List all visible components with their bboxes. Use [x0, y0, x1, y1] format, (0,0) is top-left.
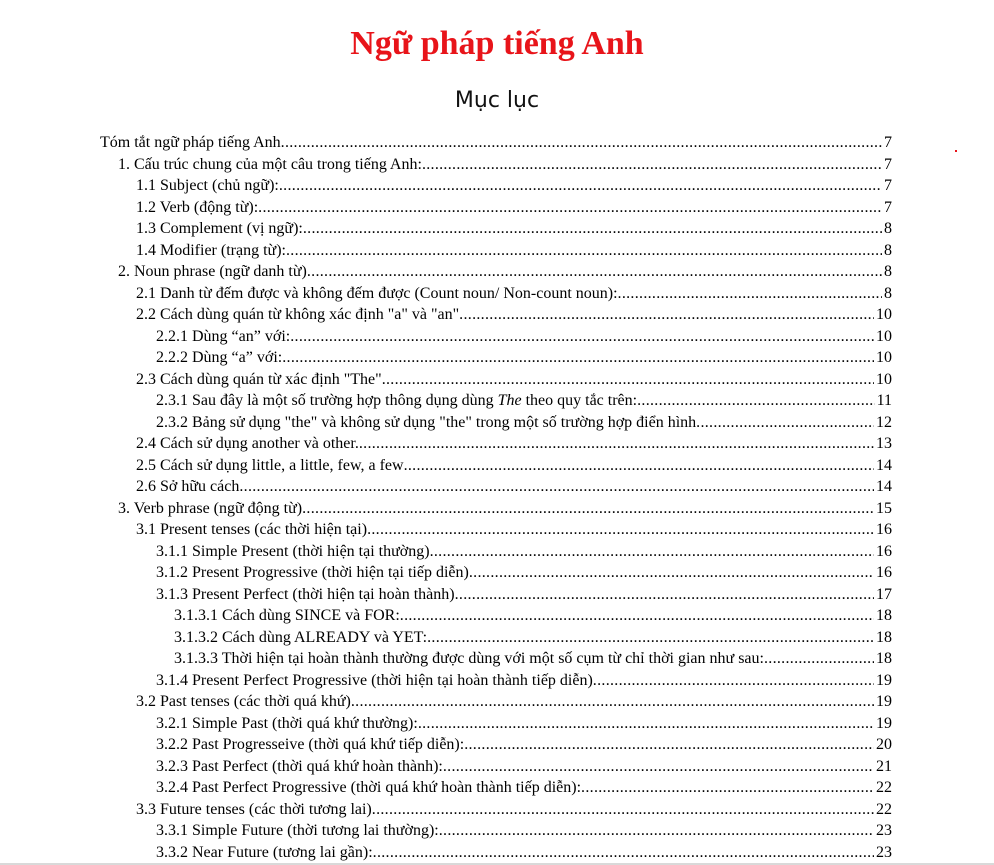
toc-page-number: 13 — [876, 435, 892, 452]
toc-entry[interactable] — [100, 672, 892, 694]
toc-entry-label — [136, 801, 372, 819]
toc-entry-text: 1. Cấu trúc chung của một câu trong tiếng Anh: — [118, 155, 422, 173]
toc-entry-text: 3. Verb phrase (ngữ động từ) — [118, 499, 303, 517]
toc-entry-label — [136, 521, 367, 539]
dot-leader — [290, 328, 874, 346]
toc-entry-text: 1.1 Subject (chủ ngữ): — [136, 177, 279, 194]
toc-entry-text: Tóm tắt ngữ pháp tiếng Anh — [100, 134, 281, 151]
toc-entry-text: 1.2 Verb (động từ): — [136, 198, 259, 216]
red-mark — [955, 150, 957, 152]
toc-entry[interactable] — [100, 392, 892, 414]
toc-page-number: 7 — [884, 155, 892, 173]
dot-leader — [239, 478, 874, 496]
toc-entry[interactable] — [100, 500, 892, 522]
toc-entry[interactable] — [100, 263, 892, 285]
toc-entry-text: 2.2 Cách dùng quán từ không xác định "a" và "an" — [136, 306, 460, 323]
dot-leader — [464, 736, 874, 754]
toc-entry[interactable] — [100, 693, 892, 715]
toc-entry[interactable] — [100, 435, 892, 457]
toc-page-number: 23 — [876, 822, 892, 839]
toc-page-number: 19 — [876, 714, 892, 732]
dot-leader — [404, 457, 874, 475]
toc-entry[interactable] — [100, 715, 892, 737]
toc-entry-text: 3.1.4 Present Perfect Progressive (thời hiện tại hoàn thành tiếp diễn) — [156, 671, 593, 689]
toc-entry-text: 3.2.3 Past Perfect (thời quá khứ hoàn thành): — [156, 757, 443, 775]
dot-leader — [459, 306, 874, 324]
toc-entry-text: 2.1 Danh từ đếm được và không đếm được (Count noun/ Non-count noun): — [136, 284, 618, 302]
dot-leader — [400, 607, 874, 625]
toc-entry-label — [136, 371, 382, 389]
toc-page-number: 14 — [876, 478, 892, 495]
toc-page-number: 7 — [884, 177, 892, 194]
dot-leader — [373, 844, 874, 862]
toc-entry[interactable] — [100, 521, 892, 543]
toc-entry[interactable] — [100, 758, 892, 780]
toc-entry[interactable] — [100, 199, 892, 221]
table-of-contents — [100, 134, 892, 865]
toc-page-number: 10 — [876, 349, 892, 366]
dot-leader — [418, 715, 874, 733]
toc-entry-text-tail: theo quy tắc trên: — [521, 392, 638, 409]
toc-page-number: 8 — [884, 220, 892, 237]
toc-page-number: 19 — [876, 671, 892, 689]
toc-page-number: 22 — [876, 800, 892, 818]
dot-leader — [422, 156, 882, 174]
document-title: Ngữ pháp tiếng Anh — [350, 25, 644, 62]
dot-leader — [593, 672, 874, 690]
toc-entry-text: 3.1.3.1 Cách dùng SINCE và FOR: — [174, 607, 400, 624]
toc-page-number: 11 — [876, 392, 892, 409]
toc-page-number: 8 — [884, 284, 892, 302]
toc-entry-text: 3.3.1 Simple Future (thời tương lai thường): — [156, 822, 439, 839]
toc-entry-label — [156, 844, 373, 862]
toc-entry[interactable] — [100, 586, 892, 608]
toc-entry[interactable] — [100, 177, 892, 199]
dot-leader — [637, 392, 875, 410]
dot-leader — [427, 629, 874, 647]
toc-entry-label — [100, 134, 281, 152]
toc-entry-label — [156, 392, 637, 410]
toc-entry-label — [156, 564, 469, 582]
toc-entry-text: 3.1.3 Present Perfect (thời hiện tại hoàn thành) — [156, 585, 455, 603]
toc-entry-text: 2.3 Cách dùng quán từ xác định "The" — [136, 370, 382, 388]
toc-page-number: 10 — [876, 370, 892, 388]
toc-entry-text: 3.3.2 Near Future (tương lai gần): — [156, 843, 373, 861]
toc-entry-label — [156, 779, 581, 797]
toc-entry-label — [156, 586, 455, 604]
dot-leader — [359, 435, 874, 453]
toc-entry-text: 2.3.1 Sau đây là một số trường hợp thông dụng dùng — [156, 392, 498, 409]
toc-page-number: 17 — [876, 585, 892, 603]
toc-entry-text: 2.4 Cách sử dụng another và other. — [136, 435, 359, 452]
dot-leader — [286, 242, 882, 260]
toc-page-number: 22 — [876, 779, 892, 796]
toc-entry[interactable] — [100, 801, 892, 823]
dot-leader — [469, 564, 874, 582]
toc-page-number: 21 — [876, 757, 892, 775]
toc-entry[interactable] — [100, 779, 892, 801]
dot-leader — [618, 285, 882, 303]
toc-entry[interactable] — [100, 650, 892, 672]
toc-entry-label — [136, 457, 404, 475]
toc-entry-text: 2.2.1 Dùng “an” với: — [156, 327, 291, 345]
toc-entry-label — [174, 629, 427, 647]
dot-leader — [367, 521, 874, 539]
dot-leader — [430, 543, 874, 561]
dot-leader — [372, 801, 874, 819]
toc-entry-label — [136, 693, 351, 711]
toc-entry-label — [156, 736, 464, 754]
toc-entry[interactable] — [100, 328, 892, 350]
toc-entry-label — [118, 156, 422, 174]
toc-page-number: 18 — [876, 650, 892, 667]
dot-leader — [279, 177, 882, 195]
toc-page-number: 10 — [876, 327, 892, 345]
toc-entry-text: 3.1 Present tenses (các thời hiện tại) — [136, 521, 368, 538]
toc-page-number: 14 — [876, 456, 892, 474]
toc-entry-label — [174, 607, 400, 625]
toc-entry-label — [156, 328, 290, 346]
toc-entry-text: 3.1.1 Simple Present (thời hiện tại thường) — [156, 542, 430, 560]
toc-entry-label — [156, 349, 282, 367]
toc-entry[interactable] — [100, 220, 892, 242]
dot-leader — [307, 263, 882, 281]
toc-entry-text: 2.2.2 Dùng “a” với: — [156, 349, 283, 366]
toc-page-number: 18 — [876, 628, 892, 646]
toc-page-number: 23 — [876, 843, 892, 861]
toc-entry-label — [136, 242, 286, 260]
toc-page-number: 16 — [876, 521, 892, 538]
toc-entry-text: 2.3.2 Bảng sử dụng "the" và không sử dụng "the" trong một số trường hợp điển hình — [156, 413, 697, 431]
toc-page-number: 7 — [884, 198, 892, 216]
toc-entry[interactable] — [100, 242, 892, 264]
toc-entry-text: 3.2.2 Past Progresseive (thời quá khứ tiếp diễn): — [156, 736, 465, 753]
dot-leader — [282, 349, 874, 367]
toc-entry[interactable] — [100, 285, 892, 307]
dot-leader — [303, 220, 882, 238]
toc-page-number: 7 — [884, 134, 892, 151]
toc-entry-emphasis: The — [497, 392, 522, 409]
toc-entry-label — [174, 650, 764, 668]
toc-page-number: 16 — [876, 564, 892, 581]
toc-entry-label — [136, 306, 459, 324]
toc-entry-text: 1.4 Modifier (trạng từ): — [136, 241, 286, 259]
dot-leader — [281, 134, 882, 152]
toc-entry[interactable] — [100, 607, 892, 629]
toc-entry[interactable] — [100, 457, 892, 479]
dot-leader — [581, 779, 874, 797]
toc-page-number: 20 — [876, 736, 892, 753]
toc-entry-text: 3.2.1 Simple Past (thời quá khứ thường): — [156, 714, 418, 732]
toc-entry[interactable] — [100, 844, 892, 865]
toc-entry-label — [118, 263, 307, 281]
toc-entry[interactable] — [100, 564, 892, 586]
dot-leader — [764, 650, 874, 668]
toc-entry-text: 3.3 Future tenses (các thời tương lai) — [136, 800, 372, 818]
toc-entry-label — [118, 500, 302, 518]
toc-entry-label — [136, 199, 258, 217]
dot-leader — [351, 693, 874, 711]
toc-entry-label — [156, 715, 418, 733]
toc-page-number: 10 — [876, 306, 892, 323]
toc-entry[interactable] — [100, 306, 892, 328]
toc-page-number: 8 — [884, 263, 892, 280]
toc-entry-text: 3.1.3.3 Thời hiện tại hoàn thành thường được dùng với một số cụm từ chỉ thời gian như sau: — [174, 650, 764, 667]
toc-entry-text: 3.2.4 Past Perfect Progressive (thời quá khứ hoàn thành tiếp diễn): — [156, 779, 582, 796]
toc-entry-text: 3.1.2 Present Progressive (thời hiện tại tiếp diễn) — [156, 564, 469, 581]
toc-entry[interactable] — [100, 822, 892, 844]
toc-entry-text: 2.6 Sở hữu cách — [136, 478, 240, 495]
toc-entry-label — [136, 220, 303, 238]
toc-entry[interactable] — [100, 349, 892, 371]
dot-leader — [439, 822, 874, 840]
toc-heading: Mục lục — [454, 88, 540, 113]
toc-entry[interactable] — [100, 414, 892, 436]
toc-page-number: 12 — [876, 413, 892, 431]
dot-leader — [382, 371, 874, 389]
toc-entry[interactable] — [100, 156, 892, 178]
toc-entry-text: 3.2 Past tenses (các thời quá khứ) — [136, 693, 351, 710]
toc-entry-label — [136, 285, 618, 303]
toc-entry[interactable] — [100, 736, 892, 758]
toc-entry[interactable] — [100, 478, 892, 500]
dot-leader — [302, 500, 874, 518]
toc-page-number: 8 — [884, 241, 892, 259]
toc-entry-label — [156, 672, 593, 690]
toc-page-number: 15 — [876, 499, 892, 517]
toc-entry-text: 2. Noun phrase (ngữ danh từ) — [118, 263, 307, 280]
toc-page-number: 16 — [876, 542, 892, 560]
toc-entry[interactable] — [100, 134, 892, 156]
toc-entry[interactable] — [100, 629, 892, 651]
toc-entry-text: 3.1.3.2 Cách dùng ALREADY và YET: — [174, 628, 428, 646]
toc-entry-text: 2.5 Cách sử dụng little, a little, few, a few — [136, 456, 404, 474]
dot-leader — [258, 199, 882, 217]
toc-entry-label — [136, 177, 279, 195]
toc-entry-text: 1.3 Complement (vị ngữ): — [136, 220, 303, 237]
dot-leader — [455, 586, 874, 604]
toc-entry-label — [156, 758, 443, 776]
toc-page-number: 19 — [876, 693, 892, 710]
toc-entry-label — [156, 414, 696, 432]
toc-entry[interactable] — [100, 543, 892, 565]
dot-leader — [696, 414, 874, 432]
toc-page-number: 18 — [876, 607, 892, 624]
toc-entry-label — [156, 822, 439, 840]
toc-entry[interactable] — [100, 371, 892, 393]
dot-leader — [443, 758, 874, 776]
toc-entry-label — [136, 435, 359, 453]
toc-entry-label — [136, 478, 239, 496]
toc-entry-label — [156, 543, 430, 561]
